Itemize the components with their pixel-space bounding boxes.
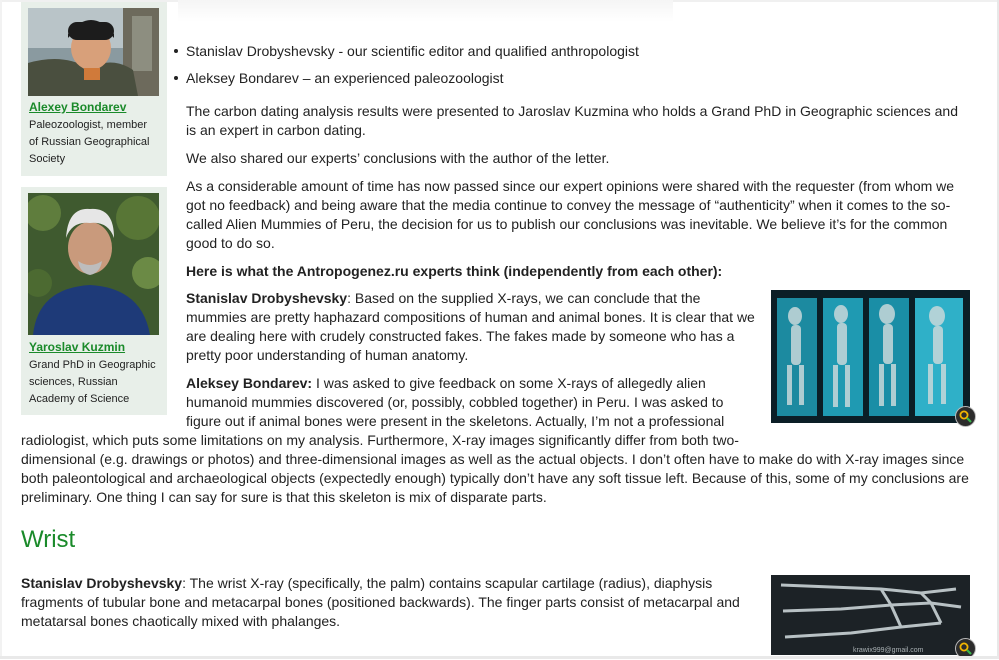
bullet-dot bbox=[174, 76, 178, 80]
role-line: sciences, Russian bbox=[29, 376, 118, 388]
text-span: I was asked to give feedback on some X-rays of allegedly alien bbox=[312, 375, 706, 391]
speaker-name: Stanislav Drobyshevsky bbox=[21, 575, 183, 591]
paragraph-carbon-dating bbox=[186, 102, 976, 140]
top-shade bbox=[178, 0, 673, 22]
bullet-item-bondarev: Aleksey Bondarev – an experienced paleozoologist bbox=[186, 70, 504, 86]
text-line: The carbon dating analysis results were presented to Jaroslav Kuzmina who holds a Grand PhD in Geographic sciences and bbox=[186, 103, 958, 119]
zoom-button-1[interactable] bbox=[955, 406, 976, 427]
paragraph-drobyshevsky bbox=[186, 289, 766, 365]
paragraph-wrist bbox=[21, 574, 761, 631]
profile-photo-alexey bbox=[28, 8, 159, 96]
bullet-dot bbox=[174, 49, 178, 53]
role-line: Paleozoologist, member bbox=[29, 119, 148, 131]
text-line: is an expert in carbon dating. bbox=[186, 122, 366, 138]
text-line: pretty poor understanding of human anatomy. bbox=[186, 347, 469, 363]
text-line: humanoid mummies discovered (or, possibly, cobbled together) in Peru. I was asked to bbox=[186, 394, 724, 410]
xray-mummies-image[interactable] bbox=[771, 290, 970, 423]
profile-name-yaroslav[interactable]: Yaroslav Kuzmin bbox=[29, 340, 126, 354]
role-line: Academy of Science bbox=[29, 393, 130, 405]
text-span: : Based on the supplied X-rays, we can conclude that the bbox=[347, 290, 701, 306]
paragraph-decision bbox=[186, 177, 976, 253]
role-line: of Russian Geographical bbox=[29, 136, 150, 148]
text-line: both paleontological and archaeological objects (expectedly enough) typically don’t have any soft tissue left. Because of this, some of my conclusions are bbox=[21, 470, 969, 486]
text-line: radiologist, which puts some limitations on my analysis. Furthermore, X-ray images significantly differ from both two- bbox=[21, 432, 739, 448]
text-line: dimensional (e.g. drawings or photos) and three-dimensional images as well as the actual objects. I don’t often have to make do with X-ray images since bbox=[21, 451, 965, 467]
paragraph-bondarev-cont bbox=[21, 431, 981, 507]
text-line: mummies are pretty haphazard compositions of human and animal bones. It is clear that we bbox=[186, 309, 755, 325]
speaker-name: Stanislav Drobyshevsky bbox=[186, 290, 348, 306]
section-title-wrist: Wrist bbox=[21, 526, 76, 553]
text-line: got no feedback) and being aware that the media continue to convey the message of “authenticity” when it comes to the so- bbox=[186, 197, 951, 213]
page-left-border bbox=[0, 0, 2, 659]
text-line: called Alien Mummies of Peru, the decision for us to publish our conclusions was inevitable. We believe it’s for the common bbox=[186, 216, 948, 232]
profile-photo-yaroslav bbox=[28, 193, 159, 335]
text-line bbox=[21, 574, 761, 593]
text-line: are dealing here with crudely constructed fakes. The fakes made by someone who has a bbox=[186, 328, 735, 344]
bullet-item-drobyshevsky: Stanislav Drobyshevsky - our scientific editor and qualified anthropologist bbox=[186, 43, 639, 59]
text-span: : The wrist X-ray (specifically, the palm) contains scapular cartilage (radius), diaphysis bbox=[182, 575, 713, 591]
text-line: good to do so. bbox=[186, 235, 275, 251]
profile-card-alexey bbox=[21, 2, 167, 176]
speaker-name: Aleksey Bondarev: bbox=[186, 375, 313, 391]
paragraph-bondarev-intro bbox=[186, 374, 766, 431]
paragraph-shared-conclusions: We also shared our experts’ conclusions with the author of the letter. bbox=[186, 150, 610, 166]
text-line bbox=[186, 374, 766, 393]
text-line: fragments of tubular bone and metacarpal bones (positioned backwards). The finger parts consist of metacarpal and bbox=[21, 594, 740, 610]
role-line: Society bbox=[29, 153, 66, 165]
role-line: Grand PhD in Geographic bbox=[29, 359, 156, 371]
profile-card-yaroslav bbox=[21, 187, 167, 415]
text-line: As a considerable amount of time has now passed since our expert opinions were shared with the requester (from whom we bbox=[186, 178, 955, 194]
magnifier-zoom-icon bbox=[959, 410, 972, 428]
profile-role-alexey bbox=[29, 117, 161, 168]
text-line: preliminary. One thing I can say for sure is that this skeleton is mix of disparate parts. bbox=[21, 489, 547, 505]
text-line: figure out if animal bones were present in the skeletons. Actually, I’m not a professional bbox=[186, 413, 725, 429]
text-line: metatarsal bones chaotically mixed with phalanges. bbox=[21, 613, 341, 629]
profile-name-alexey[interactable]: Alexey Bondarev bbox=[29, 100, 127, 114]
profile-role-yaroslav bbox=[29, 357, 161, 408]
watermark-text: krawix999@gmail.com bbox=[853, 647, 924, 654]
xray-wrist-image[interactable] bbox=[771, 575, 970, 655]
text-line bbox=[186, 289, 766, 308]
experts-heading: Here is what the Antropogenez.ru experts think (independently from each other): bbox=[186, 263, 723, 279]
